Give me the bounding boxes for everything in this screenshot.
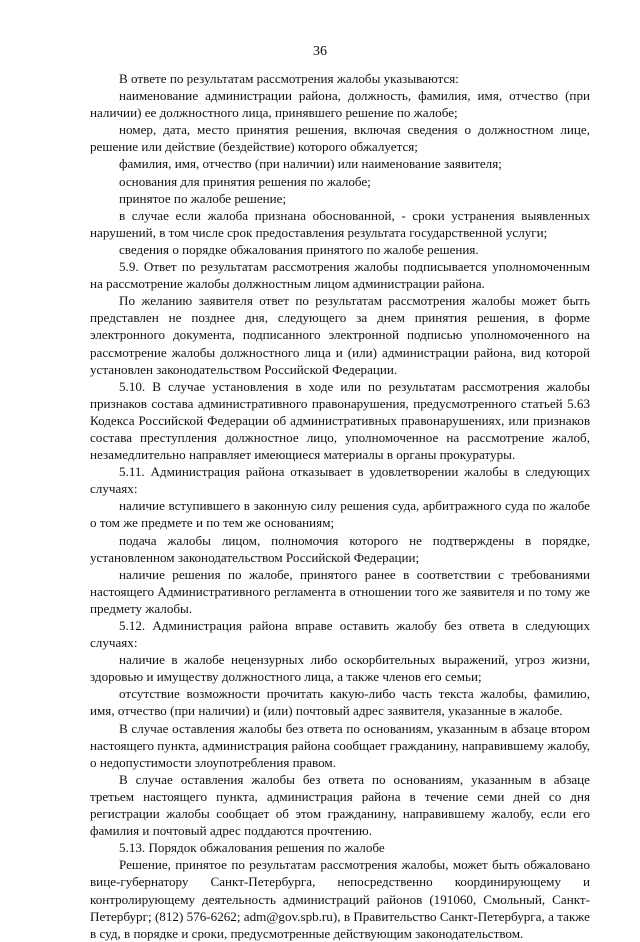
paragraph: В ответе по результатам рассмотрения жалобы указываются: bbox=[119, 71, 459, 86]
paragraph: отсутствие возможности прочитать какую-либо часть текста жалобы, фамилию, имя, отчество (при наличии) и (или) почтовый адрес заявителя, указанные в жалобе. bbox=[90, 686, 590, 719]
paragraph: наименование администрации района, должность, фамилия, имя, отчество (при наличии) ее должностного лица, принявшего решение по жалобе; bbox=[90, 88, 590, 121]
paragraph: В случае оставления жалобы без ответа по основаниям, указанным в абзаце третьем настоящего пункта, администрация района в течение семи дней со дня регистрации жалобы сообщает об этом гражданину, направившему жалобу, если его фамилия и почтовый адрес поддаются прочтению. bbox=[90, 771, 590, 839]
paragraph: подача жалобы лицом, полномочия которого не подтверждены в порядке, установленном законодательством Российской Федерации; bbox=[90, 532, 590, 565]
paragraph: 5.11. Администрация района отказывает в удовлетворении жалобы в следующих случаях: bbox=[90, 464, 590, 497]
paragraph: основания для принятия решения по жалобе; bbox=[119, 173, 371, 189]
paragraph: принятое по жалобе решение; bbox=[119, 190, 287, 206]
paragraph: наличие в жалобе нецензурных либо оскорбительных выражений, угроз жизни, здоровью и имуществу должностного лица, а также членов его семьи; bbox=[90, 652, 590, 685]
paragraph: 5.12. Администрация района вправе оставить жалобу без ответа в следующих случаях: bbox=[90, 618, 590, 651]
paragraph: Решение, принятое по результатам рассмотрения жалобы, может быть обжаловано вице-губернатору Санкт-Петербурга, непосредственно координирующему и контролирующему деятельность администраций районов (191060, Смольный, Санкт-Петербург; (812) 576-6262; adm@gov.spb.ru), в Правительство Санкт-Петербурга, а также в суд, в порядке и сроки, предусмотренные действующим законодательством. bbox=[90, 857, 590, 941]
paragraph: номер, дата, место принятия решения, включая сведения о должностном лице, решение или действие (бездействие) которого обжалуется; bbox=[90, 122, 590, 155]
paragraph: 5.10. В случае установления в ходе или по результатам рассмотрения жалобы признаков состава административного правонарушения, предусмотренного статьей 5.63 Кодекса Российской Федерации об административных правонарушениях, или признаков состава преступления должностное лицо, уполномоченное на рассмотрение жалоб, незамедлительно направляет имеющиеся материалы в органы прокуратуры. bbox=[90, 378, 590, 463]
paragraph: фамилия, имя, отчество (при наличии) или наименование заявителя; bbox=[119, 156, 502, 172]
page-number: 36 bbox=[313, 44, 327, 59]
document-body bbox=[90, 70, 590, 942]
paragraph: в случае если жалоба признана обоснованной, - сроки устранения выявленных нарушений, в том числе срок предоставления результата государственной услуги; bbox=[90, 207, 590, 240]
section-heading: 5.13. Порядок обжалования решения по жалобе bbox=[119, 840, 385, 856]
paragraph: наличие вступившего в законную силу решения суда, арбитражного суда по жалобе о том же предмете и по тем же основаниям; bbox=[90, 498, 590, 531]
paragraph: наличие решения по жалобе, принятого ранее в соответствии с требованиями настоящего Административного регламента в отношении того же заявителя и по тому же предмету жалобы. bbox=[90, 566, 590, 616]
paragraph: В случае оставления жалобы без ответа по основаниям, указанным в абзаце втором настоящего пункта, администрация района сообщает гражданину, направившему жалобу, о недопустимости злоупотребления правом. bbox=[90, 720, 590, 770]
paragraph: сведения о порядке обжалования принятого по жалобе решения. bbox=[119, 241, 479, 257]
paragraph: 5.9. Ответ по результатам рассмотрения жалобы подписывается уполномоченным на рассмотрение жалобы должностным лицом администрации района. bbox=[90, 259, 590, 292]
paragraph: По желанию заявителя ответ по результатам рассмотрения жалобы может быть представлен не позднее дня, следующего за днем принятия решения, в форме электронного документа, подписанного электронной подписью уполномоченного на рассмотрение жалобы должностного лица и (или) администрации района, вид которой установлен законодательством Российской Федерации. bbox=[90, 293, 590, 377]
